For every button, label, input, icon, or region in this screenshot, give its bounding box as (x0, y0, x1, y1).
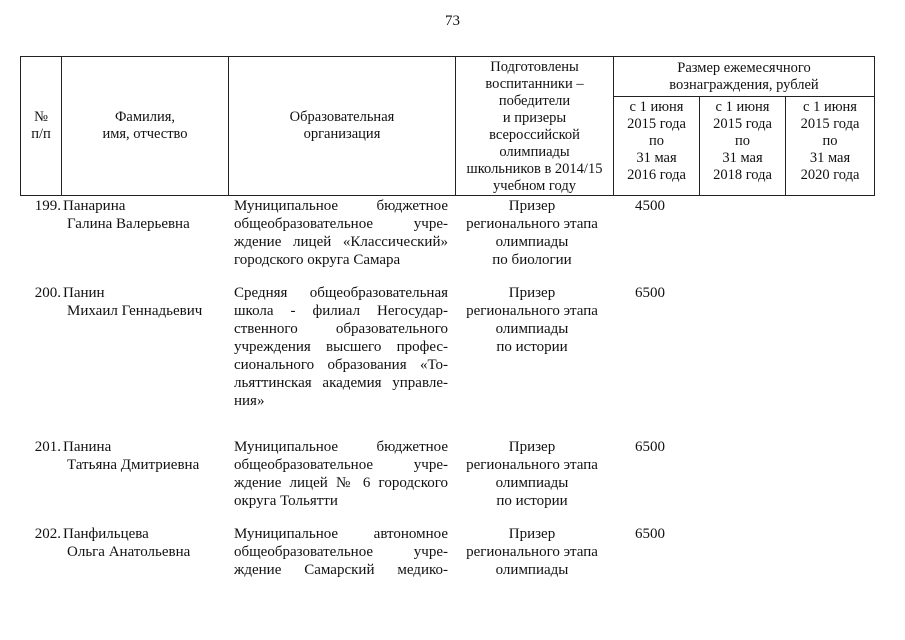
organization: Муниципальное бюджетное общеобразовательное учре- ждение лицей «Классический» городского округа Самара (234, 198, 448, 268)
person-name: Панин Михаил Геннадьевич (63, 285, 203, 319)
row-number: 199. (34, 198, 61, 214)
table-header (20, 56, 875, 196)
achievement: Призер регионального этапа олимпиады по истории (466, 439, 598, 509)
achievement: Призер регионального этапа олимпиады по биологии (466, 198, 598, 268)
table-row (20, 525, 870, 585)
amount-2016: 6500 (635, 526, 665, 542)
header-period-2018: с 1 июня 2015 года по 31 мая 2018 года (700, 97, 786, 196)
person-name: Панина Татьяна Дмитриевна (63, 439, 200, 473)
row-number: 202. (34, 526, 61, 542)
amount-2016: 6500 (635, 439, 665, 455)
table-row (20, 438, 870, 525)
person-name: Панфильцева Ольга Анатольевна (63, 526, 191, 560)
header-amount-group: Размер ежемесячного вознаграждения, рублей (614, 57, 875, 97)
organization: Муниципальное бюджетное общеобразовательное учре- ждение лицей № 6 городского округа Тольятти (234, 439, 448, 509)
header-org: Образовательная организация (229, 57, 456, 196)
row-number: 200. (34, 285, 61, 301)
header-name: Фамилия, имя, отчество (62, 57, 229, 196)
organization: Муниципальное автономное общеобразовательное учре- ждение Самарский медико- (234, 526, 448, 578)
table-body (20, 197, 870, 585)
table-row (20, 284, 870, 438)
header-achievement: Подготовлены воспитанники – победители и призеры всероссийской олимпиады школьников в 2014/15 учебном году (456, 57, 614, 196)
achievement: Призер регионального этапа олимпиады (466, 526, 598, 578)
header-num: № п/п (21, 57, 62, 196)
person-name: Панарина Галина Валерьевна (63, 198, 190, 232)
table-row (20, 197, 870, 284)
header-period-2016: с 1 июня 2015 года по 31 мая 2016 года (614, 97, 700, 196)
page-number: 73 (445, 13, 460, 29)
achievement: Призер регионального этапа олимпиады по истории (466, 285, 598, 355)
row-number: 201. (34, 439, 61, 455)
organization: Средняя общеобразовательная школа - филиал Негосудар- ственного образовательного учреждения высшего профес- сионального образования «То- льяттинская академия управле- ния» (234, 285, 448, 409)
amount-2016: 4500 (635, 198, 665, 214)
amount-2016: 6500 (635, 285, 665, 301)
header-period-2020: с 1 июня 2015 года по 31 мая 2020 года (786, 97, 875, 196)
